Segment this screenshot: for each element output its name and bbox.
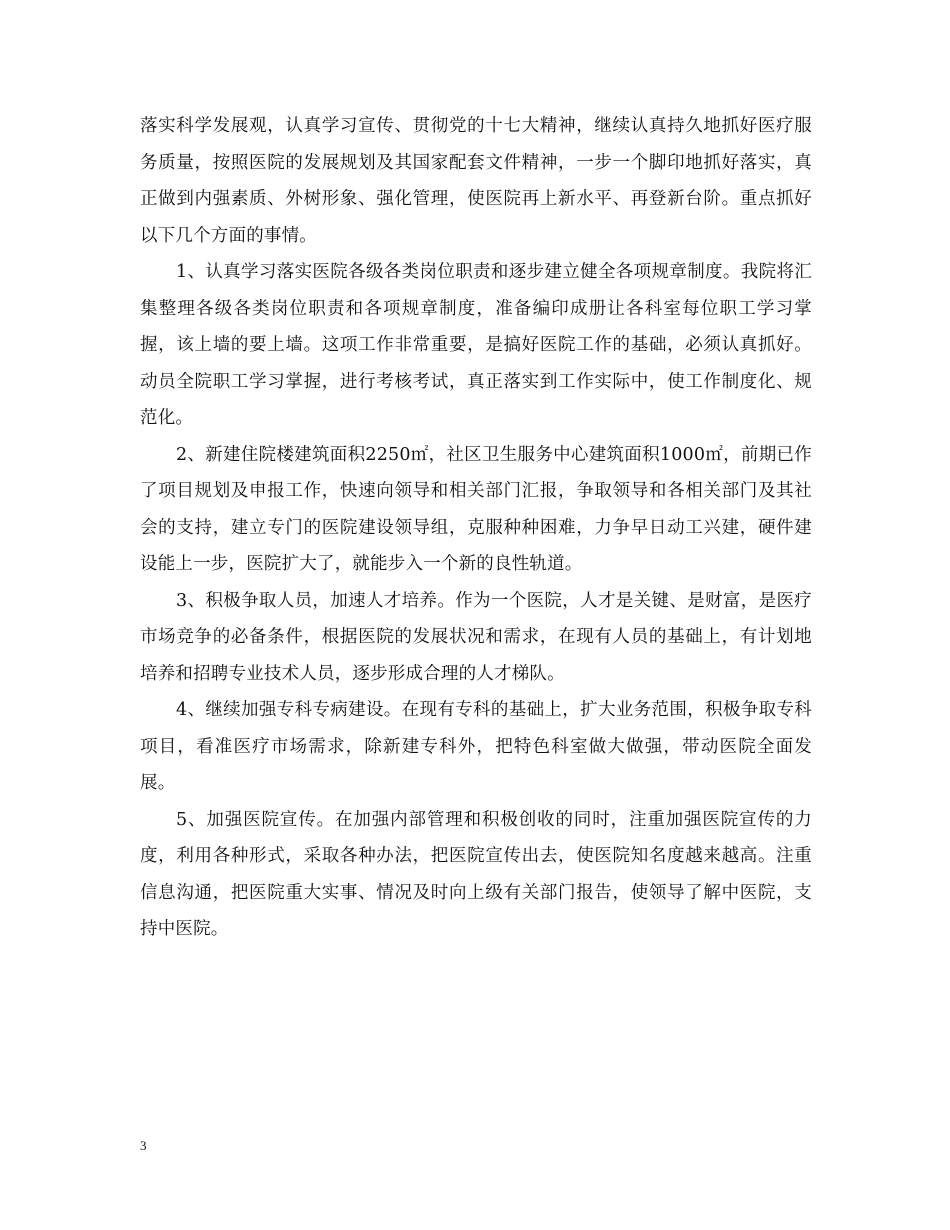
paragraph-intro: 落实科学发展观，认真学习宣传、贯彻党的十七大精神，继续认真持久地抓好医疗服务质量，按照医院的发展规划及其国家配套文件精神，一步一个脚印地抓好落实，真正做到内强素质、外树形象、强化管理，使医院再上新水平、再登新台阶。重点抓好以下几个方面的事情。 [140,116,812,246]
paragraph-item-3: 3、积极争取人员，加速人才培养。作为一个医院，人才是关键、是财富，是医疗市场竞争的必备条件，根据医院的发展状况和需求，在现有人员的基础上，有计划地培养和招聘专业技术人员，逐步形成合理的人才梯队。 [140,590,812,684]
paragraph-item-5: 5、加强医院宣传。在加强内部管理和积极创收的同时，注重加强医院宣传的力度，利用各种形式，采取各种办法，把医院宣传出去，使医院知名度越来越高。注重信息沟通，把医院重大实事、情况及时向上级有关部门报告，使领导了解中医院，支持中医院。 [140,809,812,939]
paragraph-item-1: 1、认真学习落实医院各级各类岗位职责和逐步建立健全各项规章制度。我院将汇集整理各级各类岗位职责和各项规章制度，准备编印成册让各科室每位职工学习掌握，该上墙的要上墙。这项工作非常重要，是搞好医院工作的基础，必须认真抓好。动员全院职工学习掌握，进行考核考试，真正落实到工作实际中，使工作制度化、规范化。 [140,262,812,428]
paragraph-item-2: 2、新建住院楼建筑面积2250㎡，社区卫生服务中心建筑面积1000㎡，前期已作了项目规划及申报工作，快速向领导和相关部门汇报，争取领导和各相关部门及其社会的支持，建立专门的医院建设领导组，克服种种困难，力争早日动工兴建，硬件建设能上一步，医院扩大了，就能步入一个新的良性轨道。 [140,444,812,574]
document-body [140,108,812,948]
paragraph-item-4: 4、继续加强专科专病建设。在现有专科的基础上，扩大业务范围，积极争取专科项目，看准医疗市场需求，除新建专科外，把特色科室做大做强，带动医院全面发展。 [140,700,812,793]
page-number: 3 [140,1138,147,1153]
